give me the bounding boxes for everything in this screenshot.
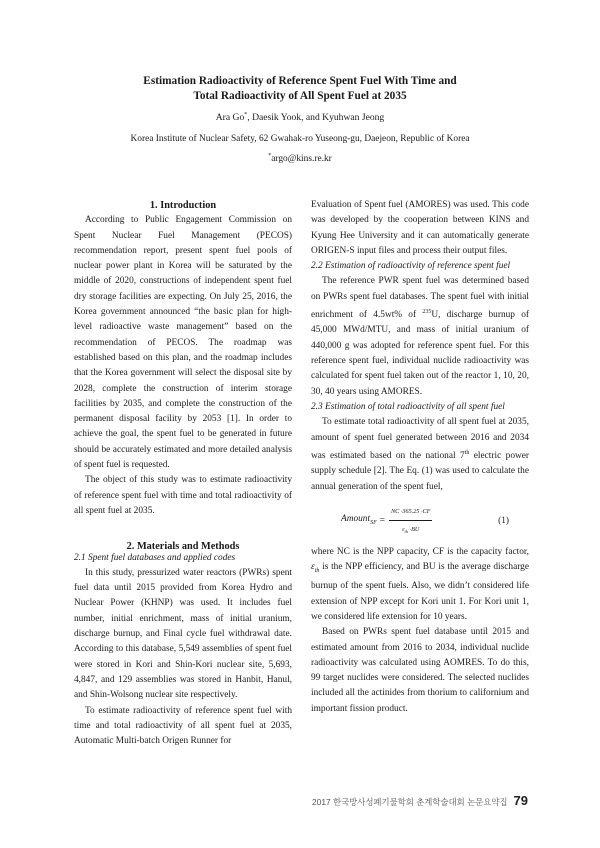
author-list <box>0 112 600 123</box>
right-column <box>311 198 529 717</box>
affiliation: Korea Institute of Nuclear Safety, 62 Gwahak-ro Yuseong-gu, Daejeon, Republic of Korea <box>130 134 470 144</box>
page-footer <box>312 793 528 808</box>
paper-title <box>60 74 540 104</box>
section-heading-methods: 2. Materials and Methods <box>126 541 240 553</box>
left-column <box>74 198 292 749</box>
paragraph-4-text-a: To estimate total radioactivity of all spent fuel at 2035, amount of spent fuel generated between 2016 and 2034 was estimated based on the national 7 <box>311 417 529 461</box>
subsection-heading-2-1: 2.1 Spent fuel databases and applied codes <box>74 552 236 563</box>
equation-lhs-symbol: Amount <box>341 514 371 525</box>
section-heading-introduction: 1. Introduction <box>149 200 217 211</box>
methods-paragraph-1: In this study, pressurized water reactors (PWRs) spent fuel data until 2015 provided from Korea Hydro and Nuclear Power (KHNP) was used. It includes fuel number, initial enrichment, mass of initial uranium, discharge burnup, and Final cycle fuel withdrawal date. According to this database, 5,549 assemblies of spent fuel were stored in Kori and Shin-Kori nuclear site, 5,693, 4,847, and 129 assemblies was stored in Hanbit, Hanul, and Shin-Wolsong nuclear site respectively. <box>74 567 292 701</box>
methods-paragraph-6: Based on PWRs spent fuel database until 2015 and estimated amount from 2016 to 2034, individual nuclide radioactivity was calculated using AOMRES. To do this, 99 target nuclides were considered. The selected nuclides included all the actinides from thorium to californium and important fission product. <box>311 627 529 714</box>
page-number: 79 <box>513 793 528 808</box>
methods-paragraph-2: To estimate radioactivity of reference spent fuel with time and total radioactivity of all spent fuel at 2035, Automatic Multi-batch Origen Runner for <box>74 705 292 747</box>
intro-paragraph-1: According to Public Engagement Commission on Spent Nuclear Fuel Management (PECOS) recommendation report, present spent fuel pools of nuclear power plant in Korea will be saturated by the middle of 2020, constructions of independent spent fuel dry storage facilities are expecting. On July 25, 2016, the Korea government announced “the basic plan for high-level radioactive waste management” based on the recommendation of PECOS. The roadmap was established based on this plan, and the roadmap includes that the Korea government will select the disposal site by 2028, complete the construction of interim storage facilities by 2035, and complete the construction of the permanent disposal facility by 2053 [1]. In order to achieve the goal, the spent fuel to be generated in future should be accurately estimated and more detailed analysis of spent fuel is requested. <box>74 215 292 471</box>
efficiency-symbol-inline: ε <box>311 562 315 573</box>
methods-paragraph-4 <box>311 415 529 495</box>
methods-paragraph-2-continued: Evaluation of Spent fuel (AMORES) was used. This code was developed by the cooperation between KINS and Kyung Hee University and it can automatically generate ORIGEN-S input files and process their output files. <box>311 200 529 256</box>
paragraph-4-text-b: electric power supply schedule [2]. The Eq. (1) was used to calculate the annual generation of the spent fuel, <box>311 450 530 492</box>
paragraph-3-text-b: U, discharge burnup of 45,000 MWd/MTU, and mass of initial uranium of 440,000 g was adopted for reference spent fuel. For this reference spent fuel, individual nuclide radioactivity was calculated for spent fuel taken out of the reactor 1, 10, 20, 30, 40 years using AMORES. <box>311 310 529 397</box>
equation-lhs <box>341 512 377 531</box>
title-line-2: Total Radioactivity of All Spent Fuel at 2035 <box>193 90 407 102</box>
efficiency-symbol: ε <box>402 526 405 534</box>
email-mark: * <box>268 153 272 159</box>
equation-fraction <box>389 504 432 540</box>
equation-number: (1) <box>498 516 509 527</box>
contact-email <box>0 153 600 164</box>
corresponding-mark: * <box>244 112 248 118</box>
proceedings-name: 2017 한국방사성폐기물학회 춘계학술대회 논문요약집 <box>312 797 508 807</box>
equation-denominator <box>402 521 419 540</box>
methods-paragraph-5 <box>311 545 529 625</box>
equation-equals-sign: = <box>379 516 386 527</box>
intro-paragraph-2: The object of this study was to estimate radioactivity of reference spent fuel with time and total radioactivity of all spent fuel at 2035. <box>74 475 292 516</box>
efficiency-subscript: th <box>404 529 409 535</box>
denominator-rest: ·BU <box>408 526 420 534</box>
title-line-1: Estimation Radioactivity of Reference Spent Fuel With Time and <box>143 75 457 87</box>
isotope-mass-number: 235 <box>422 309 432 316</box>
author-others: , Daesik Yook, and Kyuhwan Jeong <box>247 112 385 124</box>
equation-1 <box>311 509 529 535</box>
equation-lhs-subscript: SF <box>370 520 377 527</box>
equation-numerator: NC ·365.25 ·CF <box>389 504 432 521</box>
paragraph-3-text-a: The reference PWR spent fuel was determined based on PWRs spent fuel databases. The spent fuel with initial enrichment of 4.5wt% of <box>311 276 529 321</box>
subsection-heading-2-3: 2.3 Estimation of total radioactivity of all spent fuel <box>311 401 505 412</box>
ordinal-suffix: th <box>464 449 470 456</box>
paragraph-5-text-b: is the NPP efficiency, and BU is the average discharge burnup of the spent fuels. Also, we didn’t considered life extension of NPP except for Kori unit 1. For Kori unit 1, we considered life extension for 10 years. <box>311 562 529 622</box>
methods-paragraph-3 <box>311 274 529 399</box>
efficiency-subscript-inline: th <box>314 568 320 575</box>
email-address: argo@kins.re.kr <box>271 154 332 165</box>
author-corresponding: Ara Go <box>215 112 245 124</box>
subsection-heading-2-2: 2.2 Estimation of radioactivity of reference spent fuel <box>311 261 511 272</box>
paragraph-5-text-a: where NC is the NPP capacity, CF is the capacity factor, <box>311 546 529 557</box>
